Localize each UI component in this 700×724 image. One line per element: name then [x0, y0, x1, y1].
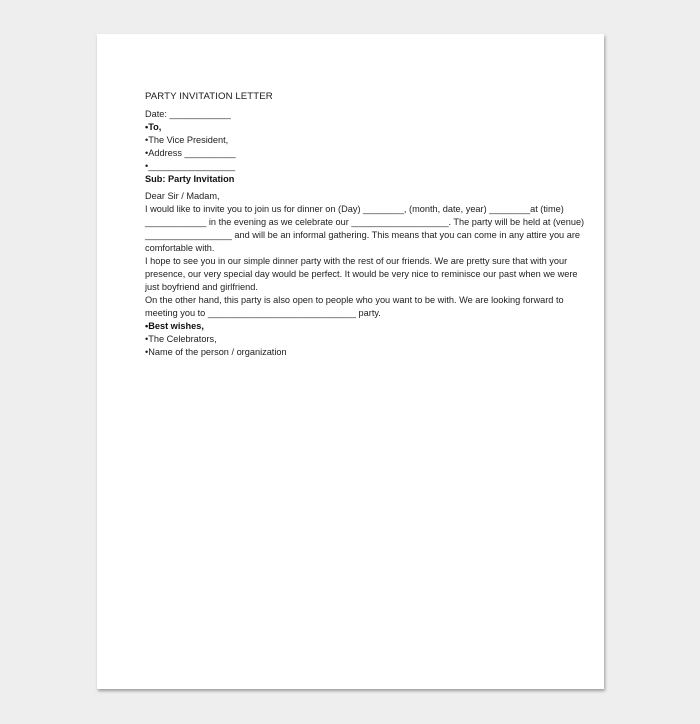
body-line-6: presence, our very special day would be perfect. It would be very nice to reminisce our past when we were	[145, 269, 578, 279]
body-line-3: _________________ and will be an informal gathering. This means that you can come in any attire you are	[145, 230, 580, 240]
subject-line: Sub: Party Invitation	[145, 174, 235, 184]
body-line-8: On the other hand, this party is also open to people who you want to be with. We are looking forward to	[145, 295, 564, 305]
recipient-line: •The Vice President,	[145, 135, 229, 145]
address-line: •Address __________	[145, 148, 236, 158]
body-line-4: comfortable with.	[145, 243, 215, 253]
body-line-5: I hope to see you in our simple dinner party with the rest of our friends. We are pretty sure that with your	[145, 256, 568, 266]
to-line: •To,	[145, 122, 162, 132]
salutation: Dear Sir / Madam,	[145, 191, 220, 201]
body-line-1: I would like to invite you to join us for dinner on (Day) ________, (month, date, year) ________at (time)	[145, 204, 564, 214]
body-line-7: just boyfriend and girlfriend.	[145, 282, 258, 292]
closing-line: •Best wishes,	[145, 321, 204, 331]
sender-name-line: •Name of the person / organization	[145, 347, 287, 357]
body-line-9: meeting you to _____________________________ party.	[145, 308, 381, 318]
body-line-2: ____________ in the evening as we celebrate our ___________________. The party will be held at (venue)	[145, 217, 585, 227]
date-line: Date: ____________	[145, 109, 231, 119]
letter-title: PARTY INVITATION LETTER	[145, 91, 273, 102]
letter-content	[145, 90, 585, 359]
blank-address-line: •_________________	[145, 161, 236, 171]
document-page	[97, 34, 604, 689]
sender-line: •The Celebrators,	[145, 334, 217, 344]
